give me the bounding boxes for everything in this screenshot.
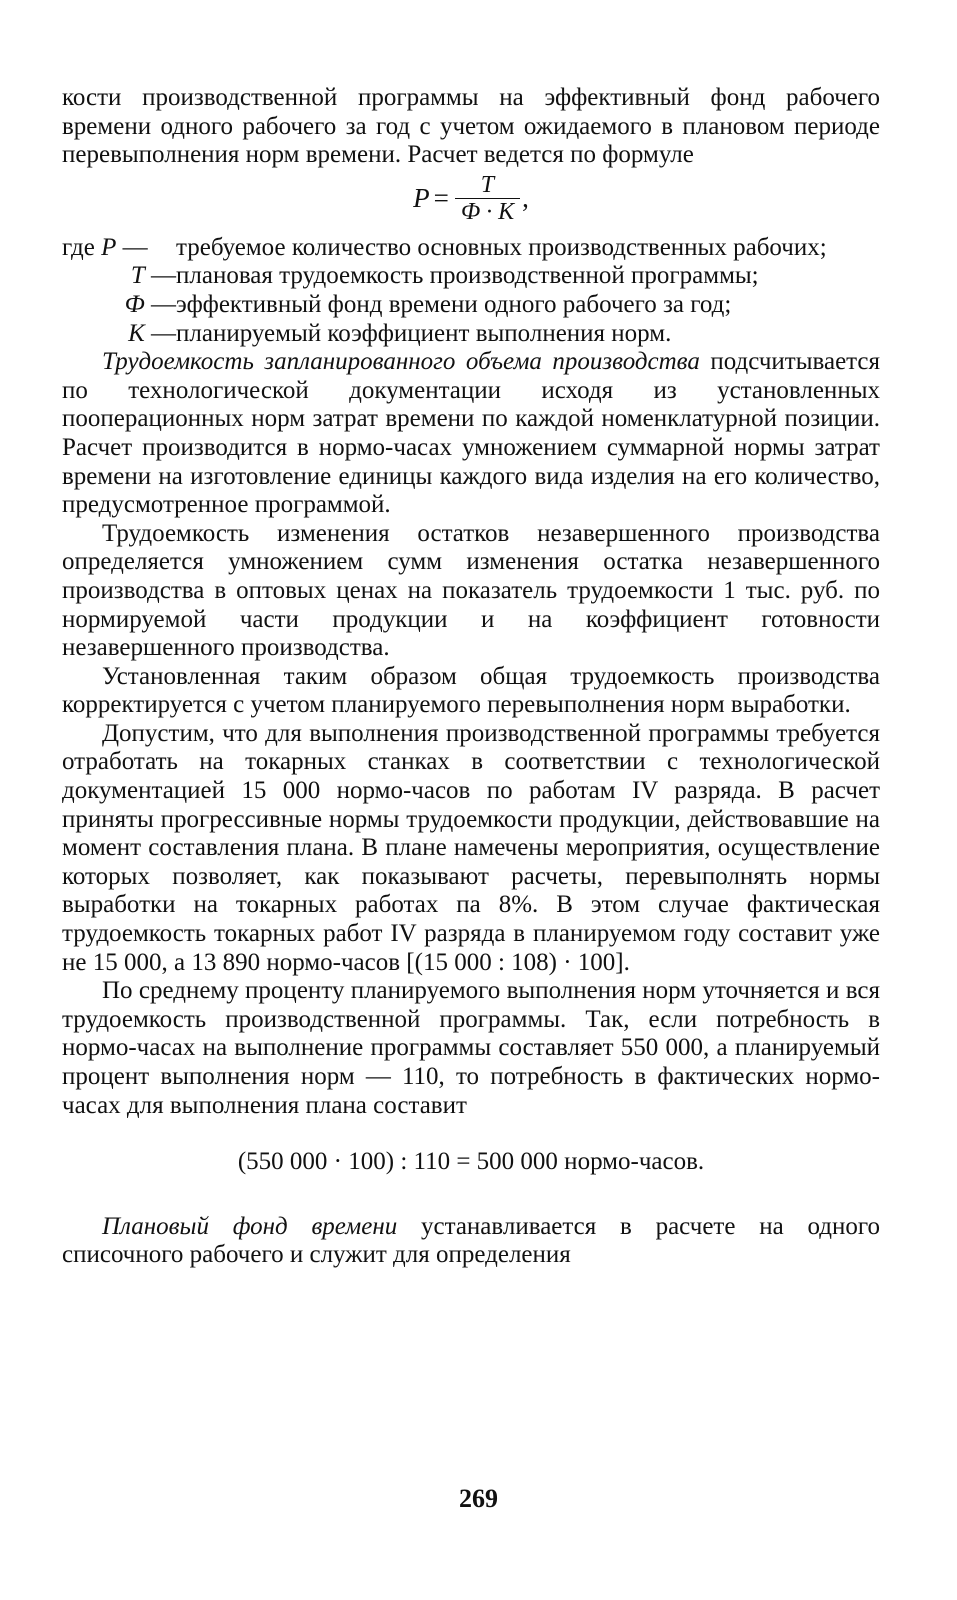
definitions-list [62,234,880,348]
paragraph-2-term: Трудоемкость запланированного объема производства [102,348,700,376]
definition-item [62,320,880,349]
definition-symbol: Ф [124,290,145,318]
paragraph-1: кости производственной программы на эффективный фонд рабочего времени одного рабочего за год с учетом ожидаемого в плановом периоде перевыполнения норм времени. Расчет ведется по формуле [62,84,880,169]
definition-lead: T — [130,262,176,290]
paragraph-5: Допустим, что для выполнения производственной программы требуется отработать на токарных станках в соответствии с технологической документацией 15 000 нормо-часов по работам IV разряда. В расчет приняты прогрессивные нормы трудоемкости продукции, действовавшие на момент составления плана. В плане намечены мероприятия, осуществление которых позволяет, как показывают расчеты, перевыполнять нормы выработки на токарных работах па 8%. В этом случае фактическая трудоемкость токарных работ IV разряда в планируемом году составит уже не 15 000, а 13 890 нормо-часов [(15 000 : 108) · 100]. [62,719,880,976]
calculation-result: (550 000 · 100) : 110 = 500 000 нормо-часов. [237,1148,705,1176]
formula-tail: , [522,183,529,214]
paragraph-7-body: устанавливается в расчете на одного списочного рабочего и служит для определения [62,1212,880,1269]
formula-numerator: T [480,172,495,199]
paragraph-3: Трудоемкость изменения остатков незавершенного производства определяется умножением сумм изменения остатка незавершенного производства в оптовых ценах на показатель трудоемкости 1 тыс. руб. по нормируемой части продукции и на коэффициент готовности незавершенного производства. [62,519,880,662]
paragraph-7 [62,1213,880,1270]
definition-symbol: К [128,319,145,347]
formula-denominator: Ф · K [455,198,520,225]
definition-lead: где P — [62,233,148,261]
paragraph-2-body: подсчитывается по технологической документации исходя из установленных пооперационных норм затрат времени по каждой номенклатурной позиции. Расчет производится в нормо-часах умножением суммарной нормы затрат времени на изготовление единицы каждого вида изделия на его количество, предусмотренное программой. [62,348,880,519]
definition-item [62,234,880,263]
definition-lead: Ф — [124,290,176,318]
page-number: 269 [459,1484,498,1513]
definition-text: требуемое количество основных производственных рабочих; [176,233,827,261]
formula-equals: = [433,183,449,214]
definition-text: плановая трудоемкость производственной программы; [176,262,759,290]
formula-lhs: P [413,183,430,214]
paragraph-7-term: Плановый фонд времени [102,1212,398,1240]
definition-text: эффективный фонд времени одного рабочего за год; [176,290,732,318]
definition-prefix: где [62,233,95,261]
definition-lead: К — [128,319,176,347]
definition-item [62,262,880,291]
formula-fraction [455,172,520,225]
paragraph-6: По среднему проценту планируемого выполнения норм уточняется и вся трудоемкость производственной программы. Так, если потребность в нормо-часах на выполнение программы составляет 550 000, а планируемый процент выполнения норм — 110, то потребность в фактических нормо-часах для выполнения плана составит [62,977,880,1119]
page-text [62,84,880,1270]
paragraph-4: Установленная таким образом общая трудоемкость производства корректируется с учетом планируемого перевыполнения норм выработки. [62,662,880,719]
definition-text: планируемый коэффициент выполнения норм. [176,319,672,347]
formula-block [62,170,880,228]
definition-item [62,291,880,320]
paragraph-2 [62,348,880,520]
definition-symbol: T [130,262,145,290]
definition-symbol: P [101,233,117,261]
